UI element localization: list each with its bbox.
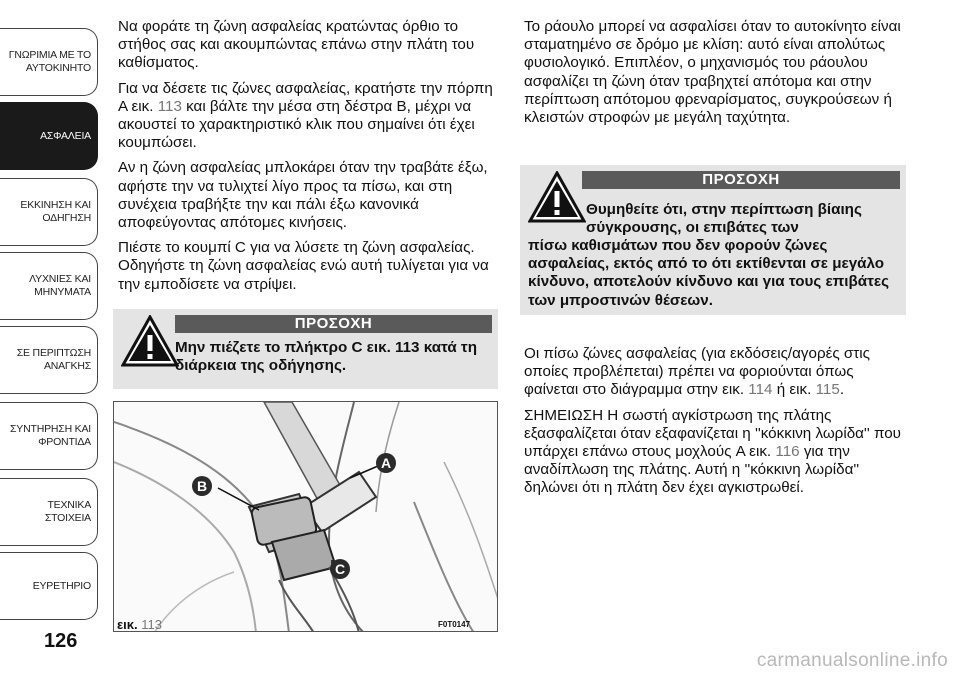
svg-text:B: B [196,478,208,494]
section-sidebar [0,0,100,678]
tab-warning-lights[interactable]: ΛΥΧΝΙΕΣ ΚΑΙ ΜΗΝΥΜΑΤΑ [0,252,98,320]
paragraph: Το ράουλο μπορεί να ασφαλίσει όταν το αυτοκίνητο είναι σταματημένο σε δρόμο με κλίση: αυτό είναι απολύτως φυσιολογικό. Επιπλέον, ο μηχανισμός του ράουλου ασφαλίζει τη ζώνη όταν τραβηχτεί απότομα και στην περίπτωση απότομου φρεναρίσματος, συγκρούσεων ή κλειστών στροφών με μεγάλη ταχύτητα. [524,18,901,127]
seatbelt-buckle-illustration [114,402,498,632]
warning-text-cont: πίσω καθισμάτων που δεν φορούν ζώνες ασφαλείας, εκτός από το ότι εκτίθενται σε μεγάλο κίνδυνο, αποτελούν κίνδυνο και για τους επιβάτες των μπροστινών θέσεων. [528,237,889,309]
figure-ref-link[interactable]: 114 [748,381,773,399]
warning-triangle-icon [528,171,586,223]
warning-text: Θυμηθείτε ότι, στην περίπτωση βίαιης σύγκρουσης, οι επιβάτες των [586,201,862,237]
left-column [118,18,500,301]
warning-box [113,309,498,389]
warning-box [520,165,906,315]
tab-starting-driving[interactable]: ΕΚΚΙΝΗΣΗ ΚΑΙ ΟΔΗΓΗΣΗ [0,178,98,246]
tab-index[interactable]: ΕΥΡΕΤΗΡΙΟ [0,552,98,620]
paragraph: Πιέστε το κουμπί C για να λύσετε τη ζώνη ασφαλείας. Οδηγήστε τη ζώνη ασφαλείας ενώ αυτή τυλίγεται για να την εμποδίσετε να στρίψει. [118,239,489,293]
svg-text:A: A [380,455,392,471]
figure-caption: εικ. 113 [117,617,163,632]
figure-ref-link[interactable]: 115 [815,381,840,399]
right-column [524,18,906,134]
paragraph: Για να δέσετε τις ζώνες ασφαλείας, κρατήστε την πόρπη A εικ. 113 και βάλτε την μέσα στη δέστρα B, μέχρι να ακουστεί το χαρακτηριστικό κλικ που σημαίνει ότι έχει κουμπώσει. [118,79,493,152]
tab-maintenance[interactable]: ΣΥΝΤΗΡΗΣΗ ΚΑΙ ΦΡΟΝΤΙΔΑ [0,402,98,470]
tab-safety[interactable]: ΑΣΦΑΛΕΙΑ [0,102,98,170]
figure-ref-link[interactable]: 113 [157,97,182,115]
warning-title: ΠΡΟΣΟΧΗ [175,315,492,333]
warning-text: Μην πιέζετε το πλήκτρο C εικ. 113 κατά τη διάρκεια της οδήγησης. [175,339,477,375]
page-number: 126 [44,630,78,652]
figure-ref-link[interactable]: 116 [775,443,800,461]
seatbelt-figure [113,401,498,632]
paragraph: Να φοράτε τη ζώνη ασφαλείας κρατώντας όρθιο το στήθος σας και ακουμπώντας επάνω στην πλάτη του καθίσματος. [118,18,475,72]
paragraph: ΣΗΜΕΙΩΣΗ Η σωστή αγκίστρωση της πλάτης εξασφαλίζεται όταν εξαφανίζεται η ''κόκκινη λωρίδα'' που υπάρχει επάνω στους μοχλούς A εικ. 116 για την αναδίπλωση της πλάτης. Αυτή η ''κόκκινη λωρίδα'' δηλώνει ότι η πλάτη δεν έχει αγκιστρωθεί. [524,406,901,497]
watermark: carmanualsonline.info [756,650,948,671]
figure-code: F0T0147 [438,620,471,629]
svg-text:C: C [334,561,346,577]
paragraph: Οι πίσω ζώνες ασφαλείας (για εκδόσεις/αγορές στις οποίες προβλέπεται) πρέπει να φοριούνται όπως φαίνεται στο διάγραμμα στην εικ. 114 ή εικ. 115. [524,345,870,399]
warning-title: ΠΡΟΣΟΧΗ [582,171,900,189]
tab-technical-data[interactable]: ΤΕΧΝΙΚΑ ΣΤΟΙΧΕΙΑ [0,478,98,546]
paragraph: Αν η ζώνη ασφαλείας μπλοκάρει όταν την τραβάτε έξω, αφήστε την να τυλιχτεί λίγο προς τα πίσω, και στη συνέχεια τραβήξτε την και πάλι έξω κανονικά αποφεύγοντας απότομες κινήσεις. [118,159,488,232]
tab-emergency[interactable]: ΣΕ ΠΕΡΙΠΤΩΣΗ ΑΝΑΓΚΗΣ [0,326,98,394]
right-column-lower [524,345,906,505]
warning-triangle-icon [121,315,179,367]
tab-getting-to-know[interactable]: ΓΝΩΡΙΜΙΑ ΜΕ ΤΟ ΑΥΤΟΚΙΝΗΤΟ [0,28,98,96]
